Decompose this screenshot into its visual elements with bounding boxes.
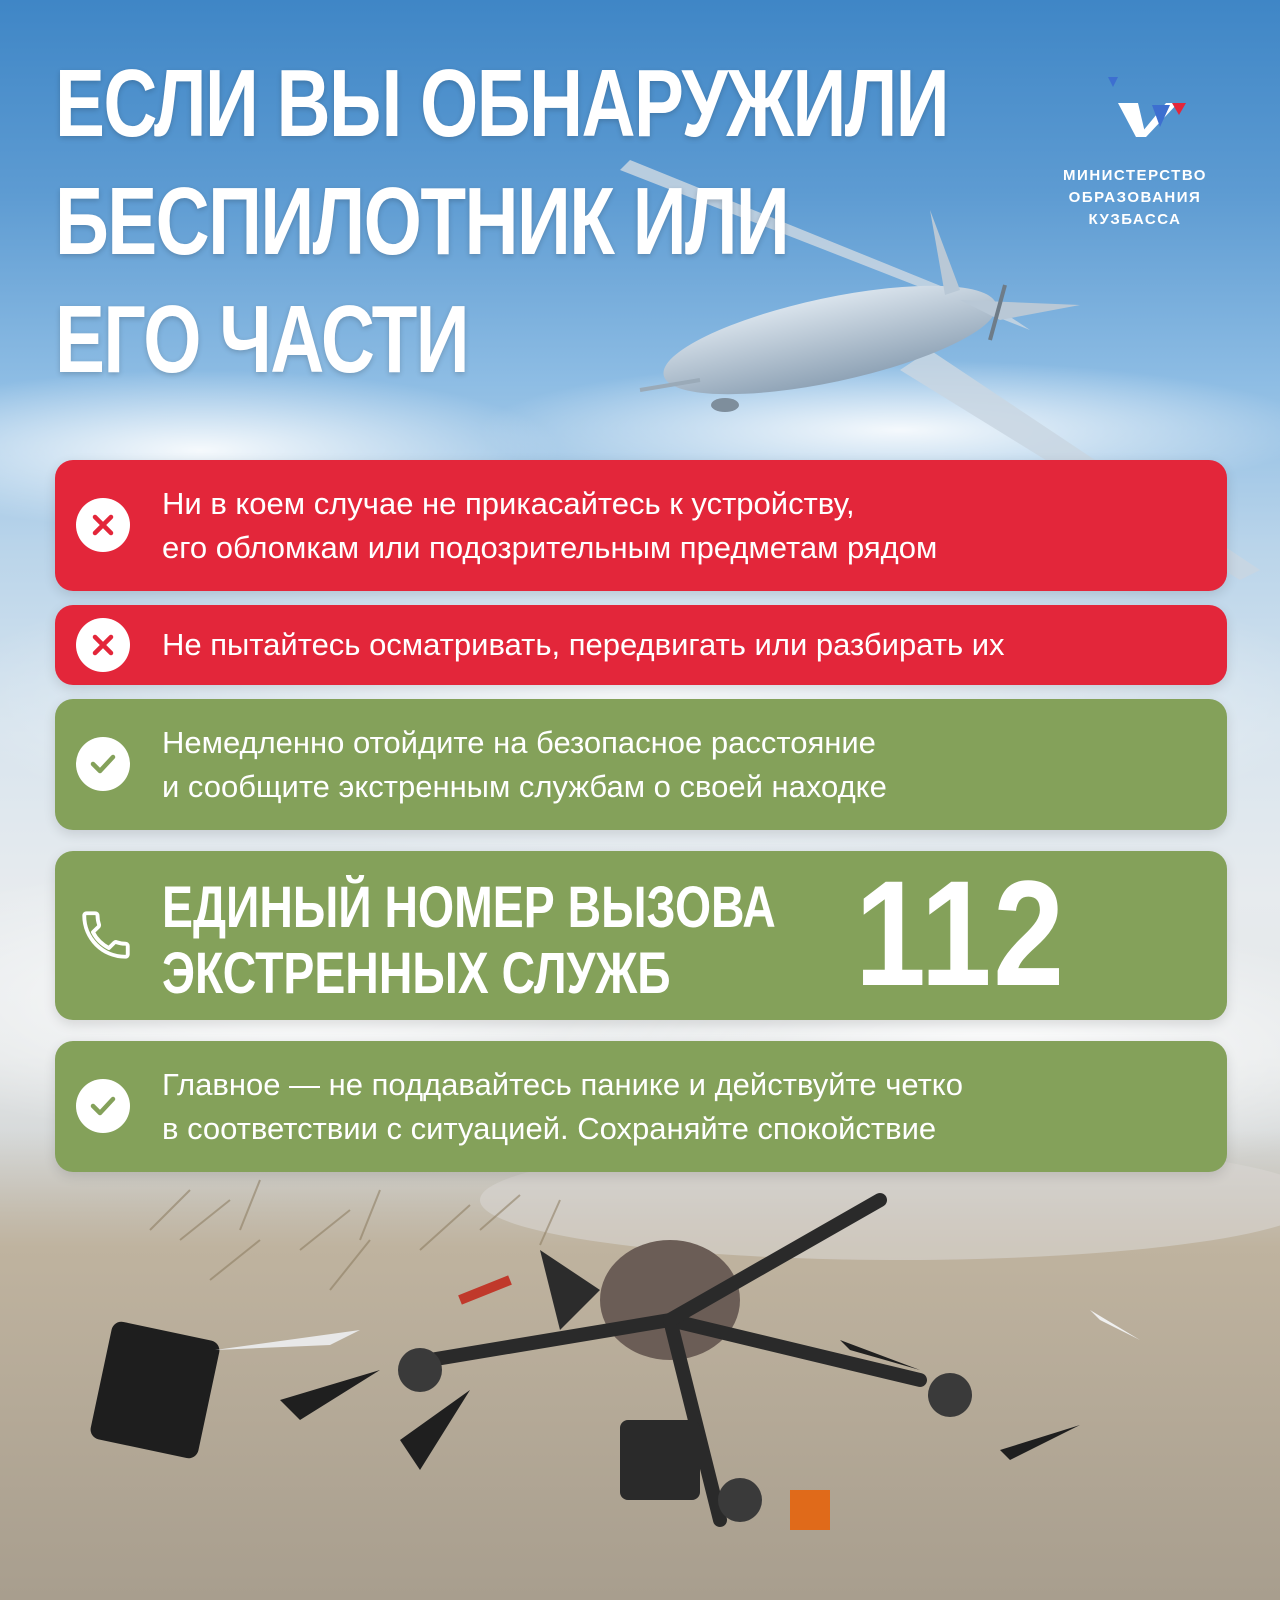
rule-card-stay-calm (55, 1041, 1227, 1172)
rule-text-line-1: Главное — не поддавайтесь панике и действуйте четко (162, 1067, 963, 1102)
rule-text (162, 482, 1197, 570)
title-line-3: ЕГО ЧАСТИ (55, 286, 469, 393)
cross-icon (76, 498, 130, 552)
ministry-name-line-3: КУЗБАССА (1088, 211, 1182, 228)
rule-card-do-not-touch (55, 460, 1227, 591)
emergency-label (162, 875, 776, 1007)
rule-text-line-2: и сообщите экстренным службам о своей находке (162, 769, 887, 804)
emergency-label-line-2: ЭКСТРЕННЫХ СЛУЖБ (162, 941, 671, 1006)
ministry-logo (1035, 75, 1235, 231)
rule-card-move-away (55, 699, 1227, 830)
rule-text-line-1: Не пытайтесь осматривать, передвигать или разбирать их (162, 627, 1005, 662)
emergency-number-card (55, 851, 1227, 1020)
emergency-label-line-1: ЕДИНЫЙ НОМЕР ВЫЗОВА (162, 875, 776, 940)
ministry-name (1035, 165, 1235, 231)
check-icon (76, 737, 130, 791)
rule-text-line-1: Немедленно отойдите на безопасное расстояние (162, 725, 876, 760)
ministry-emblem-icon (1080, 75, 1190, 155)
rule-text (162, 721, 1197, 809)
rule-card-do-not-inspect (55, 605, 1227, 685)
rule-text (162, 1063, 1197, 1151)
title-line-2: БЕСПИЛОТНИК ИЛИ (55, 168, 789, 275)
check-icon (76, 1079, 130, 1133)
phone-icon (77, 904, 135, 966)
rule-text (162, 623, 1197, 667)
emergency-phone-number: 112 (855, 849, 1066, 1017)
cross-icon (76, 618, 130, 672)
rule-text-line-2: в соответствии с ситуацией. Сохраняйте спокойствие (162, 1111, 937, 1146)
rule-text-line-1: Ни в коем случае не прикасайтесь к устройству, (162, 486, 855, 521)
title-line-1: ЕСЛИ ВЫ ОБНАРУЖИЛИ (55, 50, 949, 157)
page-title (55, 45, 948, 399)
ministry-name-line-1: МИНИСТЕРСТВО (1063, 167, 1207, 184)
ministry-name-line-2: ОБРАЗОВАНИЯ (1068, 189, 1202, 206)
rule-text-line-2: его обломкам или подозрительным предметам рядом (162, 530, 938, 565)
